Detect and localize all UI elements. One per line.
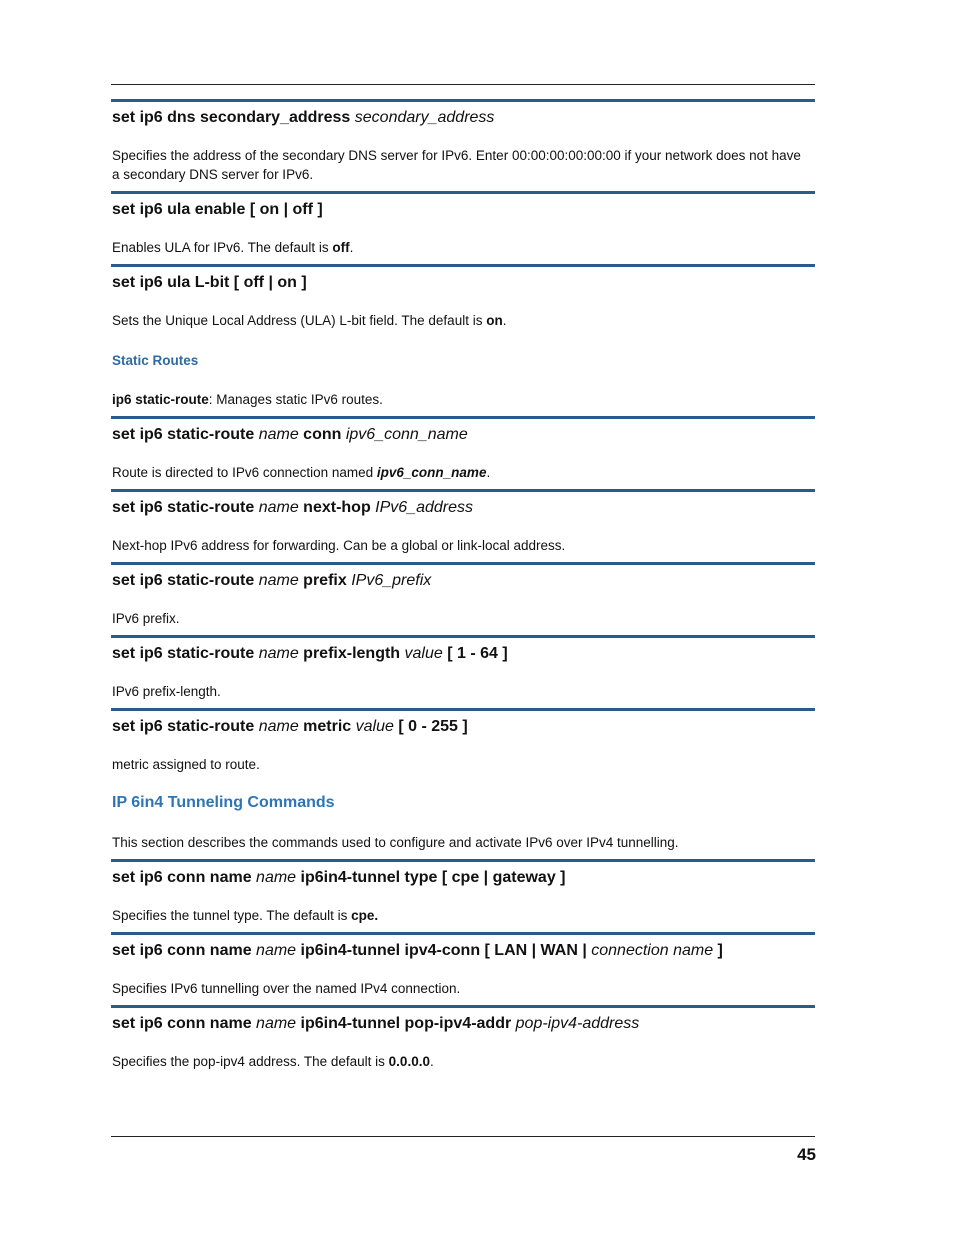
command-description: Specifies the tunnel type. The default is cpe. xyxy=(112,908,379,923)
section-rule xyxy=(111,416,815,419)
tunnel-intro: This section describes the commands used to configure and activate IPv6 over IPv4 tunnelling. xyxy=(112,835,679,850)
command-description: Sets the Unique Local Address (ULA) L-bit field. The default is on. xyxy=(112,313,507,328)
section-rule xyxy=(111,932,815,935)
static-routes-heading: Static Routes xyxy=(112,353,199,368)
section-rule xyxy=(111,562,815,565)
command-title: set ip6 conn name name ip6in4-tunnel ipv4-conn [ LAN | WAN | connection name ] xyxy=(112,942,723,959)
section-rule xyxy=(111,489,815,492)
command-description: IPv6 prefix. xyxy=(112,611,180,626)
command-description: Specifies IPv6 tunnelling over the named IPv4 connection. xyxy=(112,981,461,996)
command-title: set ip6 static-route name conn ipv6_conn_name xyxy=(112,426,468,443)
page-number: 45 xyxy=(797,1145,816,1164)
section-rule xyxy=(111,264,815,267)
command-description: metric assigned to route. xyxy=(112,757,260,772)
section-rule xyxy=(111,99,815,102)
command-title: set ip6 static-route name next-hop IPv6_address xyxy=(112,499,474,516)
command-title: set ip6 conn name name ip6in4-tunnel type [ cpe | gateway ] xyxy=(112,869,566,886)
command-description: Next-hop IPv6 address for forwarding. Can be a global or link-local address. xyxy=(112,538,566,553)
command-title: set ip6 static-route name metric value [ 0 - 255 ] xyxy=(112,718,468,735)
command-title: set ip6 ula L-bit [ off | on ] xyxy=(112,274,307,291)
tunnel-section-heading: IP 6in4 Tunneling Commands xyxy=(112,794,335,811)
footer-rule xyxy=(111,1136,815,1137)
section-rule xyxy=(111,191,815,194)
command-title: set ip6 static-route name prefix-length value [ 1 - 64 ] xyxy=(112,645,508,662)
command-title: set ip6 conn name name ip6in4-tunnel pop-ipv4-addr pop-ipv4-address xyxy=(112,1015,640,1032)
section-rule xyxy=(111,1005,815,1008)
command-title: set ip6 ula enable [ on | off ] xyxy=(112,201,323,218)
command-description: Enables ULA for IPv6. The default is off. xyxy=(112,240,354,255)
header-rule xyxy=(111,84,815,85)
command-description: IPv6 prefix-length. xyxy=(112,684,221,699)
command-title: set ip6 static-route name prefix IPv6_prefix xyxy=(112,572,432,589)
command-description: Specifies the address of the secondary DNS server for IPv6. Enter 00:00:00:00:00:00 if your network does not have a secondary DNS server for IPv6. xyxy=(112,148,801,182)
static-routes-intro: ip6 static-route: Manages static IPv6 routes. xyxy=(112,392,383,407)
command-description: Route is directed to IPv6 connection named ipv6_conn_name. xyxy=(112,465,491,480)
section-rule xyxy=(111,635,815,638)
section-rule xyxy=(111,859,815,862)
command-description: Specifies the pop-ipv4 address. The default is 0.0.0.0. xyxy=(112,1054,434,1069)
section-rule xyxy=(111,708,815,711)
command-title: set ip6 dns secondary_address secondary_address xyxy=(112,109,495,126)
